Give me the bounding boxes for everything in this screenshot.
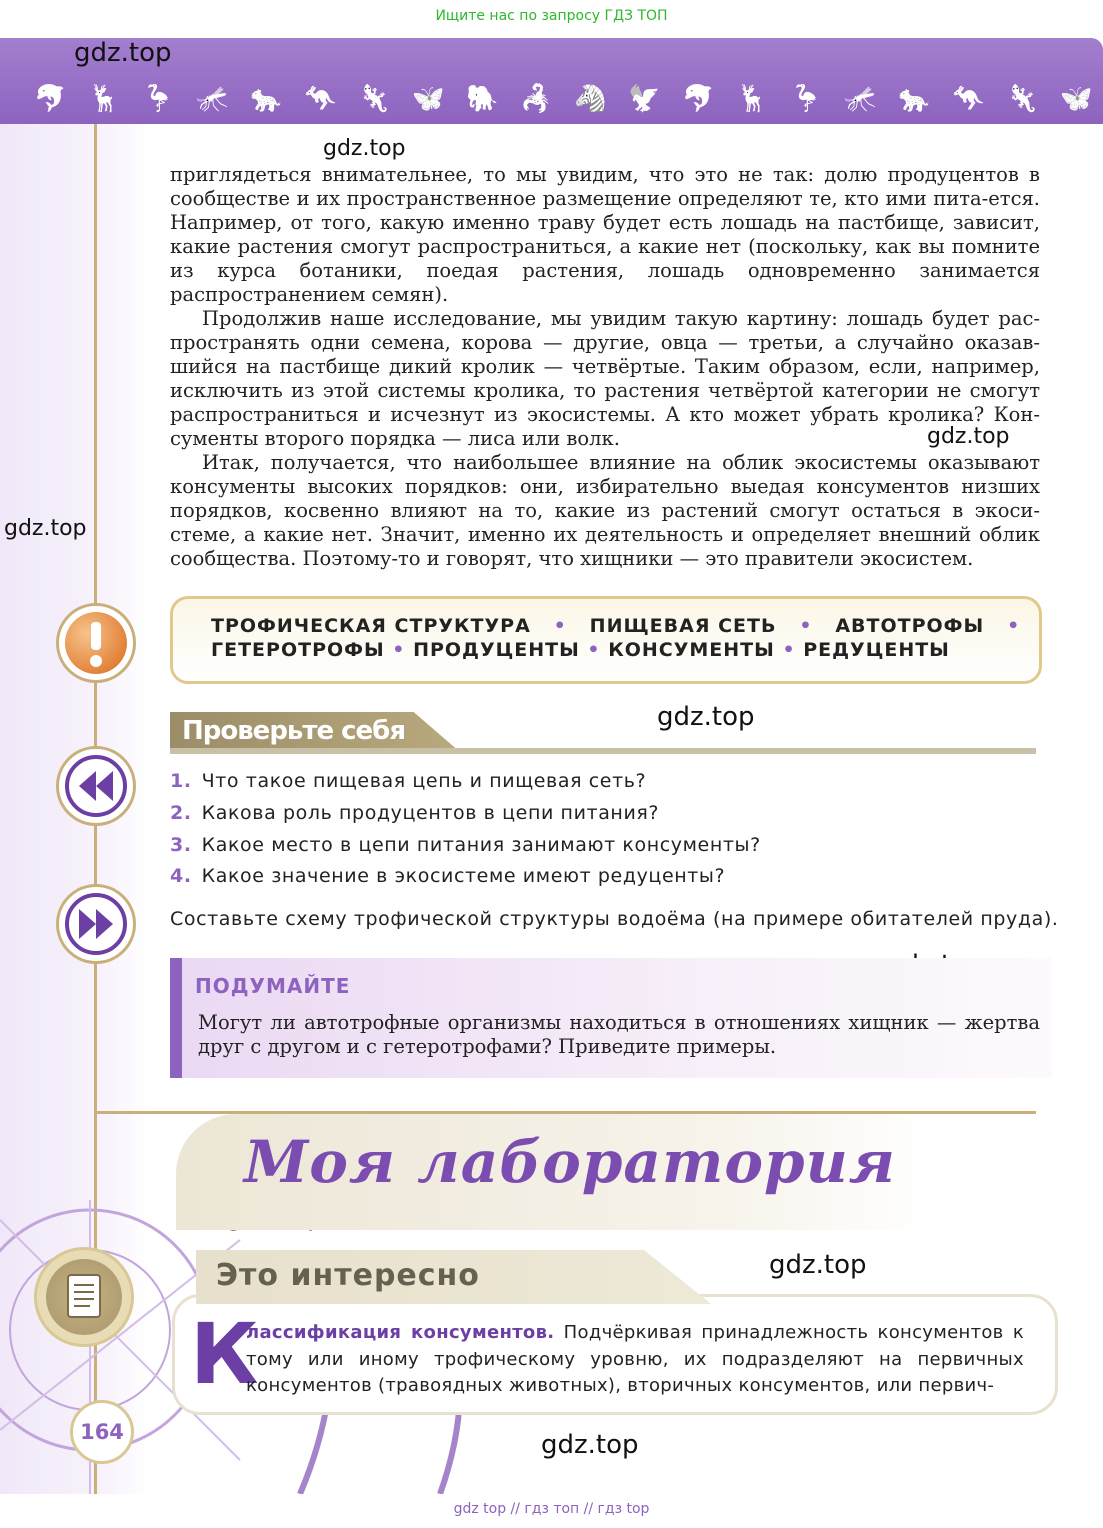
animal-silhouette-icon: 🦋 — [412, 84, 445, 114]
question-number: 4. — [170, 865, 192, 887]
paragraph: приглядеться внимательнее, то мы увидим, что это не так: долю продуцентов в сообществе и их пространственное размещение определяют те, кто ими пита-ется. Например, от того, какую именно траву будет есть лошадь на пастбище, зависит, какие растения смогут распространиться, а какие нет (поскольку, как вы помните из курса ботаники, поедая растения, лошадь одновременно занимается распространением семян). — [170, 163, 1040, 306]
animal-silhouette-icon: 🦟 — [844, 84, 877, 114]
question-number: 3. — [170, 834, 192, 856]
question-number: 1. — [170, 770, 192, 792]
drop-cap: К — [190, 1305, 259, 1403]
top-banner[interactable]: Ищите нас по запросу ГДЗ ТОП — [435, 8, 668, 24]
animal-silhouette-icon: 🦌 — [88, 84, 121, 114]
animal-silhouette-icon: 🐘 — [466, 84, 499, 114]
watermark: gdz.top — [4, 516, 87, 541]
keyword-separator: • — [1007, 615, 1021, 637]
interest-body — [246, 1320, 1024, 1400]
question-2 — [170, 802, 659, 824]
keyword: ГЕТЕРОТРОФЫ — [211, 639, 385, 661]
animal-silhouette-icon: 🐆 — [898, 84, 931, 114]
page-number: 164 — [70, 1400, 134, 1464]
question-4 — [170, 865, 725, 887]
question-text: Какое место в цепи питания занимают консументы? — [201, 834, 761, 856]
fast-forward-icon — [65, 893, 127, 955]
watermark: gdz.top — [769, 1250, 867, 1280]
keyword-separator: • — [587, 639, 601, 661]
important-badge — [56, 603, 136, 683]
animal-silhouette-icon: 🦩 — [790, 84, 823, 114]
animal-silhouette-icon: 🦌 — [736, 84, 769, 114]
animal-silhouette-icon: 🦎 — [358, 84, 391, 114]
question-1 — [170, 770, 646, 792]
watermark: gdz.top — [74, 38, 172, 68]
keyword: РЕДУЦЕНТЫ — [803, 639, 950, 661]
task-badge — [56, 884, 136, 964]
check-title: Проверьте себя — [182, 716, 406, 746]
paragraph: Итак, получается, что наибольшее влияние на облик экосистемы оказывают консументы высоких порядков: они, избирательно выедая консументов низших порядков, косвенно влияют на то, какие из растений смогут остаться в экоси-стеме, а какие нет. Значит, именно их деятельность и определяет внешний облик сообщества. Поэтому-то и говорят, что хищники — это правители экосистем. — [170, 451, 1040, 570]
keyword-separator: • — [392, 639, 406, 661]
animal-silhouette-icon: 🦅 — [628, 84, 661, 114]
animal-silhouette-icon: 🐬 — [34, 84, 67, 114]
animal-silhouette-icon: 🐆 — [250, 84, 283, 114]
question-text: Что такое пищевая цепь и пищевая сеть? — [201, 770, 647, 792]
main-text — [170, 163, 1040, 571]
keyword: ПИЩЕВАЯ СЕТЬ — [589, 615, 777, 637]
question-text: Какова роль продуцентов в цепи питания? — [201, 802, 660, 824]
footer-links[interactable]: gdz top // гдз топ // гдз top — [453, 1501, 650, 1517]
watermark: gdz.top — [541, 1430, 639, 1460]
keyword: КОНСУМЕНТЫ — [608, 639, 775, 661]
think-title: ПОДУМАЙТЕ — [195, 974, 351, 998]
review-badge — [56, 746, 136, 826]
keyword: АВТОТРОФЫ — [835, 615, 985, 637]
keywords-line-1 — [211, 615, 1020, 637]
paragraph: Продолжив наше исследование, мы увидим такую картину: лошадь будет рас-пространять одни семена, корова — другие, овца — третьи, а случайно оказав-шийся на пастбище дикий кролик — четвёртые. Таким образом, если, например, исключить из этой системы кролика, то растения четвёртой категории не смогут распространиться и исчезнут из экосистемы. А кто может убрать кролика? Кон-сументы второго порядка — лиса или волк. — [170, 307, 1040, 450]
document-icon — [46, 1259, 122, 1335]
watermark: gdz.top — [657, 702, 755, 732]
animal-silhouette-icon: 🦘 — [952, 84, 985, 114]
question-3 — [170, 834, 761, 856]
exclamation-icon — [65, 612, 127, 674]
interest-lead: лассификация консументов. — [246, 1322, 555, 1343]
animal-silhouette-icon: 🦋 — [1060, 84, 1093, 114]
keyword-separator: • — [782, 639, 796, 661]
animal-silhouette-icon: 🦎 — [1006, 84, 1039, 114]
question-number: 2. — [170, 802, 192, 824]
interest-text: Подчёркивая принадлежность консументов к тому или иному трофическому уровню, их подразделяют на первичных консументов (травоядных животных), вторичных консументов, или первич- — [246, 1322, 1024, 1396]
keyword: ТРОФИЧЕСКАЯ СТРУКТУРА — [211, 615, 531, 637]
check-underline — [170, 748, 1036, 754]
keyword: ПРОДУЦЕНТЫ — [413, 639, 580, 661]
animal-silhouette-icon: 🦩 — [142, 84, 175, 114]
watermark: gdz.top — [323, 136, 406, 161]
keyword-separator: • — [553, 615, 567, 637]
task-text: Составьте схему трофической структуры водоёма (на примере обитателей пруда). — [170, 908, 1059, 930]
animal-silhouette-icon: 🦟 — [196, 84, 229, 114]
animal-silhouette-icon: 🦘 — [304, 84, 337, 114]
think-body: Могут ли автотрофные организмы находиться в отношениях хищник — жертва друг с другом и с гетеротрофами? Приведите примеры. — [198, 1011, 1040, 1058]
rewind-icon — [65, 755, 127, 817]
animal-silhouette-icon: 🐬 — [682, 84, 715, 114]
keyword-separator: • — [799, 615, 813, 637]
animal-silhouette-icon: 🦓 — [574, 84, 607, 114]
interest-title: Это интересно — [216, 1258, 480, 1293]
lab-badge — [34, 1247, 134, 1347]
animal-silhouette-icon: 🦂 — [520, 84, 553, 114]
watermark: gdz.top — [927, 424, 1010, 449]
keywords-box — [170, 596, 1042, 684]
question-text: Какое значение в экосистеме имеют редуценты? — [201, 865, 726, 887]
keywords-line-2 — [211, 639, 950, 661]
lab-title: Моя лаборатория — [244, 1128, 896, 1196]
